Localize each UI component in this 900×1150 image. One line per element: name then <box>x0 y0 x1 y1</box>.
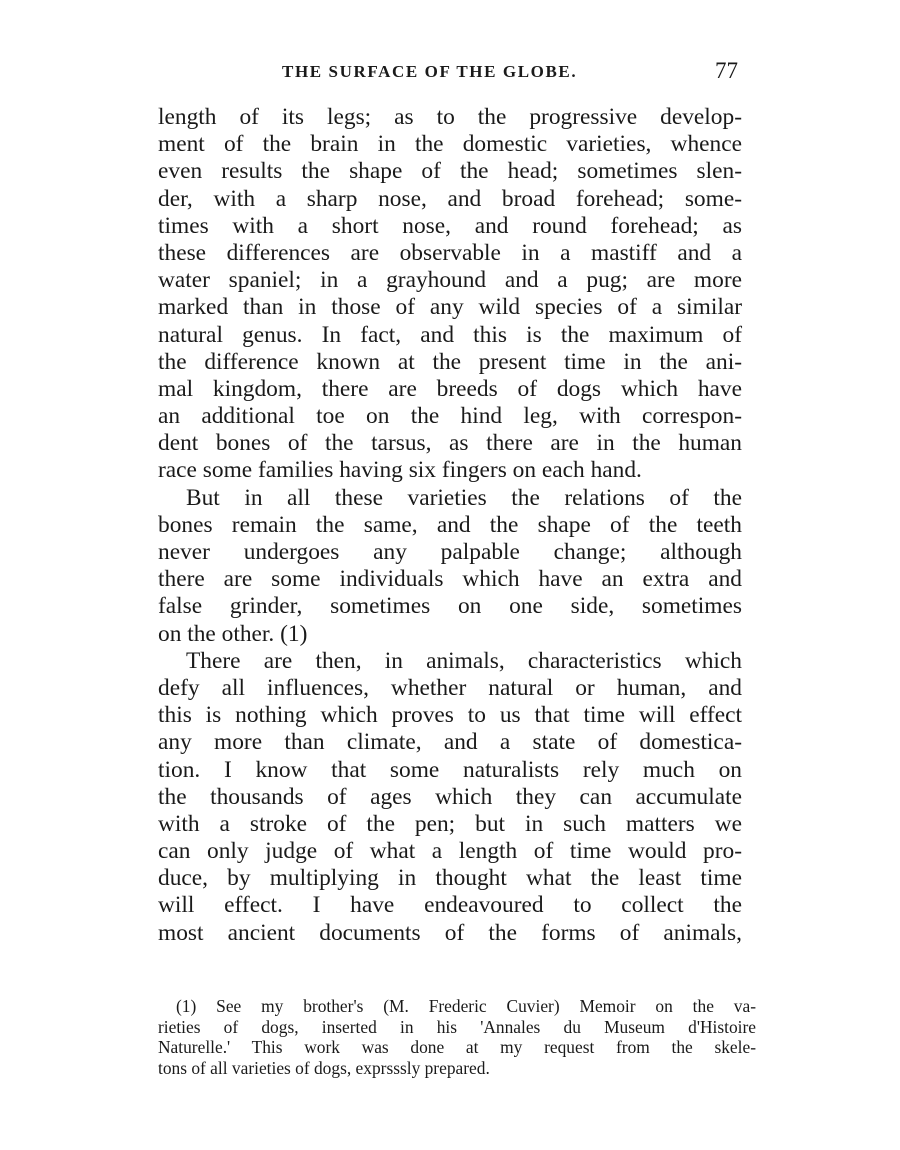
text-line: these differences are observable in a mastiff and a <box>158 239 742 266</box>
text-line: mal kingdom, there are breeds of dogs which have <box>158 375 742 402</box>
paragraph-end-line: on the other. (1) <box>158 620 308 647</box>
footnote <box>158 996 756 1078</box>
text-line: der, with a sharp nose, and broad forehead; some- <box>158 185 742 212</box>
text-line: marked than in those of any wild species of a similar <box>158 294 742 321</box>
text-line: duce, by multiplying in thought what the least time <box>158 865 742 892</box>
text-line: length of its legs; as to the progressive develop- <box>158 104 742 130</box>
text-line: an additional toe on the hind leg, with correspon- <box>158 403 742 430</box>
text-line: even results the shape of the head; sometimes slen- <box>158 158 742 185</box>
text-line: the thousands of ages which they can accumulate <box>158 783 742 810</box>
footnote-line: tons of all varieties of dogs, exprsssly prepared. <box>158 1057 490 1078</box>
text-line: this is nothing which proves to us that time will effect <box>158 702 742 729</box>
running-head <box>158 58 742 90</box>
text-line: the difference known at the present time in the ani- <box>158 348 742 375</box>
footnote-line: rieties of dogs, inserted in his 'Annales du Museum d'Histoire <box>158 1016 756 1037</box>
text-line: false grinder, sometimes on one side, sometimes <box>158 593 742 620</box>
footnote-line: (1) See my brother's (M. Frederic Cuvier) Memoir on the va- <box>176 996 756 1016</box>
footnote-line: Naturelle.' This work was done at my request from the skele- <box>158 1037 756 1058</box>
text-line: ment of the brain in the domestic varieties, whence <box>158 131 742 158</box>
paragraph-start-line: But in all these varieties the relations of the <box>186 484 742 511</box>
text-line: bones remain the same, and the shape of the teeth <box>158 511 742 538</box>
text-line: tion. I know that some naturalists rely much on <box>158 756 742 783</box>
text-line: can only judge of what a length of time would pro- <box>158 838 742 865</box>
page-number: 77 <box>715 58 738 83</box>
text-line: any more than climate, and a state of domestica- <box>158 729 742 756</box>
text-line: there are some individuals which have an extra and <box>158 566 742 593</box>
running-title: THE SURFACE OF THE GLOBE. <box>282 62 578 81</box>
paragraph-start-line: There are then, in animals, characteristics which <box>186 647 742 674</box>
text-line: will effect. I have endeavoured to collect the <box>158 892 742 919</box>
text-line: with a stroke of the pen; but in such matters we <box>158 810 742 837</box>
text-line: never undergoes any palpable change; although <box>158 539 742 565</box>
paragraph-end-line: race some families having six fingers on each hand. <box>158 457 642 484</box>
text-line: dent bones of the tarsus, as there are in the human <box>158 430 742 457</box>
text-line: most ancient documents of the forms of animals, <box>158 919 742 946</box>
body-text <box>158 104 742 947</box>
text-line: defy all influences, whether natural or human, and <box>158 674 742 701</box>
text-line: natural genus. In fact, and this is the maximum of <box>158 321 742 348</box>
text-line: times with a short nose, and round forehead; as <box>158 212 742 239</box>
text-line: water spaniel; in a grayhound and a pug; are more <box>158 267 742 294</box>
